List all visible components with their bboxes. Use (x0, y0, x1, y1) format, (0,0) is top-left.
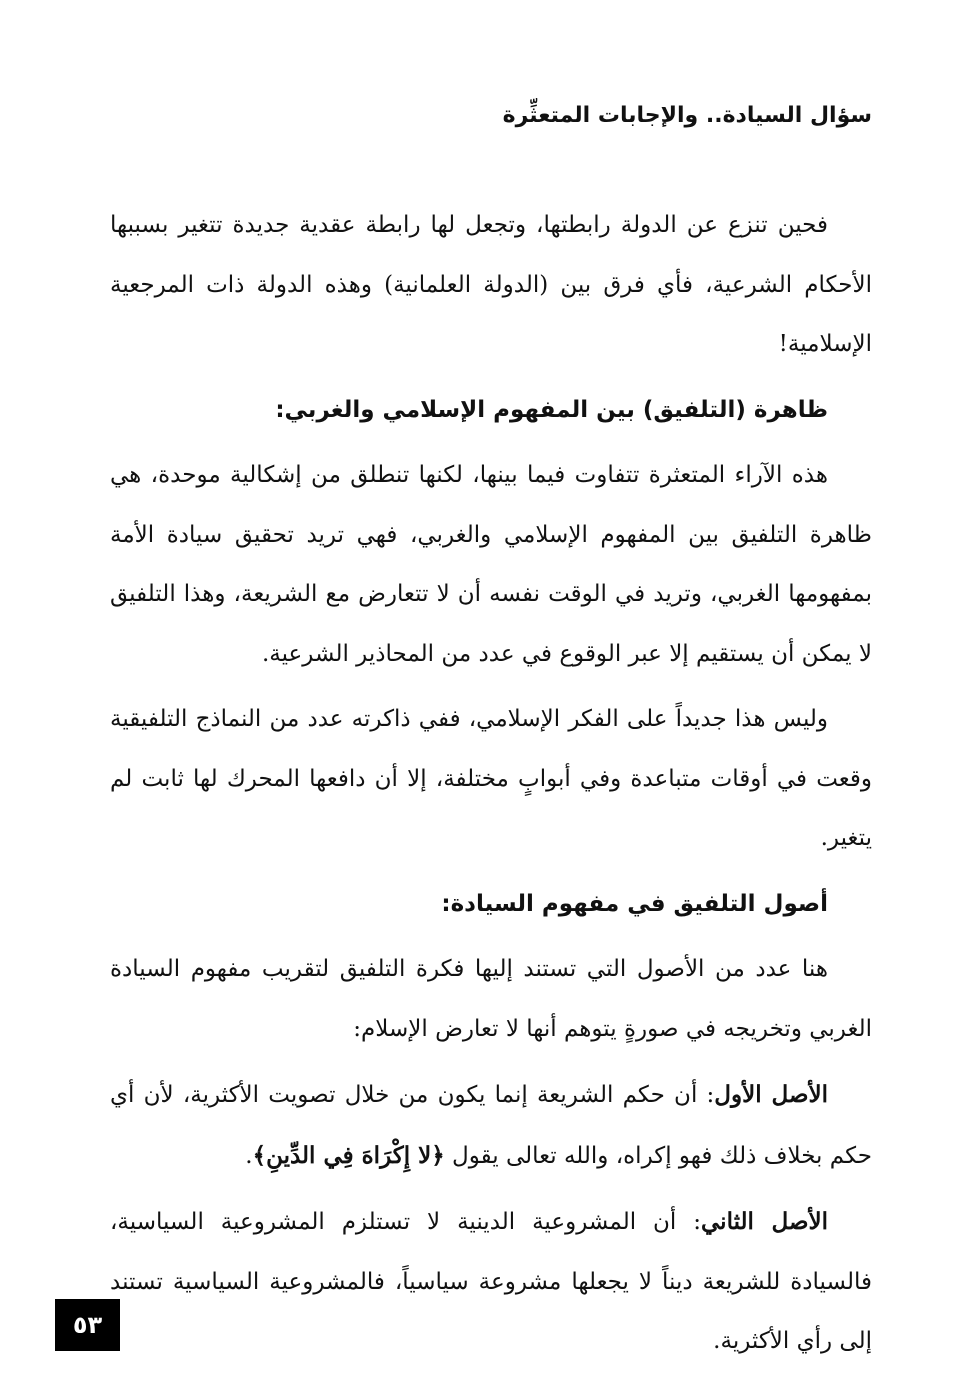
paragraph-2: هذه الآراء المتعثرة تتفاوت فيما بينها، لكنها تنطلق من إشكالية موحدة، هي ظاهرة التلفيق بين المفهوم الإسلامي والغربي، فهي تريد تحقيق سيادة الأمة بمفهومها الغربي، وتريد في الوقت نفسه أن لا تتعارض مع الشريعة، وهذا التلفيق لا يمكن أن يستقيم إلا عبر الوقوع في عدد من المحاذير الشرعية. (110, 462, 872, 667)
paragraph-3: وليس هذا جديداً على الفكر الإسلامي، ففي ذاكرته عدد من النماذج التلفيقية وقعت في أوقات متباعدة وفي أبوابٍ مختلفة، إلا أن دافعها المحرك لها ثابت لم يتغير. (110, 706, 872, 851)
first-origin-label: الأصل الأول (714, 1081, 828, 1108)
quran-verse: ﴿لا إِكْرَاهَ فِي الدِّينِ﴾ (252, 1141, 445, 1169)
second-origin-label: الأصل الثاني (701, 1208, 828, 1235)
paragraph-second-origin (110, 1192, 872, 1372)
paragraph-4: هنا عدد من الأصول التي تستند إليها فكرة التلفيق لتقريب مفهوم السيادة الغربي وتخريجه في صورةٍ يتوهم أنها لا تعارض الإسلام: (110, 956, 872, 1042)
first-origin-text: : أن حكم الشريعة إنما يكون من خلال تصويت الأكثرية، لأن أي حكم بخلاف ذلك فهو إكراه، والله تعالى يقول (110, 1082, 872, 1169)
section-heading-talfiq: ظاهرة (التلفيق) بين المفهوم الإسلامي والغربي: (275, 396, 828, 423)
paragraph-first-origin (110, 1065, 872, 1186)
first-origin-end: . (245, 1142, 253, 1169)
running-header: سؤال السيادة.. والإجابات المتعثِّرة (502, 103, 872, 128)
body-text (110, 196, 872, 1372)
paragraph-1: فحين تنزع عن الدولة رابطتها، وتجعل لها رابطة عقدية جديدة تتغير بسببها الأحكام الشرعية، فأي فرق بين (الدولة العلمانية) وهذه الدولة ذات المرجعية الإسلامية! (110, 212, 872, 357)
second-origin-text: : أن المشروعية الدينية لا تستلزم المشروعية السياسية، فالسيادة للشريعة ديناً لا يجعلها مشروعة سياسياً، فالمشروعية السياسية تستند إلى رأي الأكثرية. (110, 1209, 872, 1354)
section-heading-origins: أصول التلفيق في مفهوم السيادة: (441, 890, 828, 917)
page-number: ٥٣ (55, 1299, 120, 1351)
